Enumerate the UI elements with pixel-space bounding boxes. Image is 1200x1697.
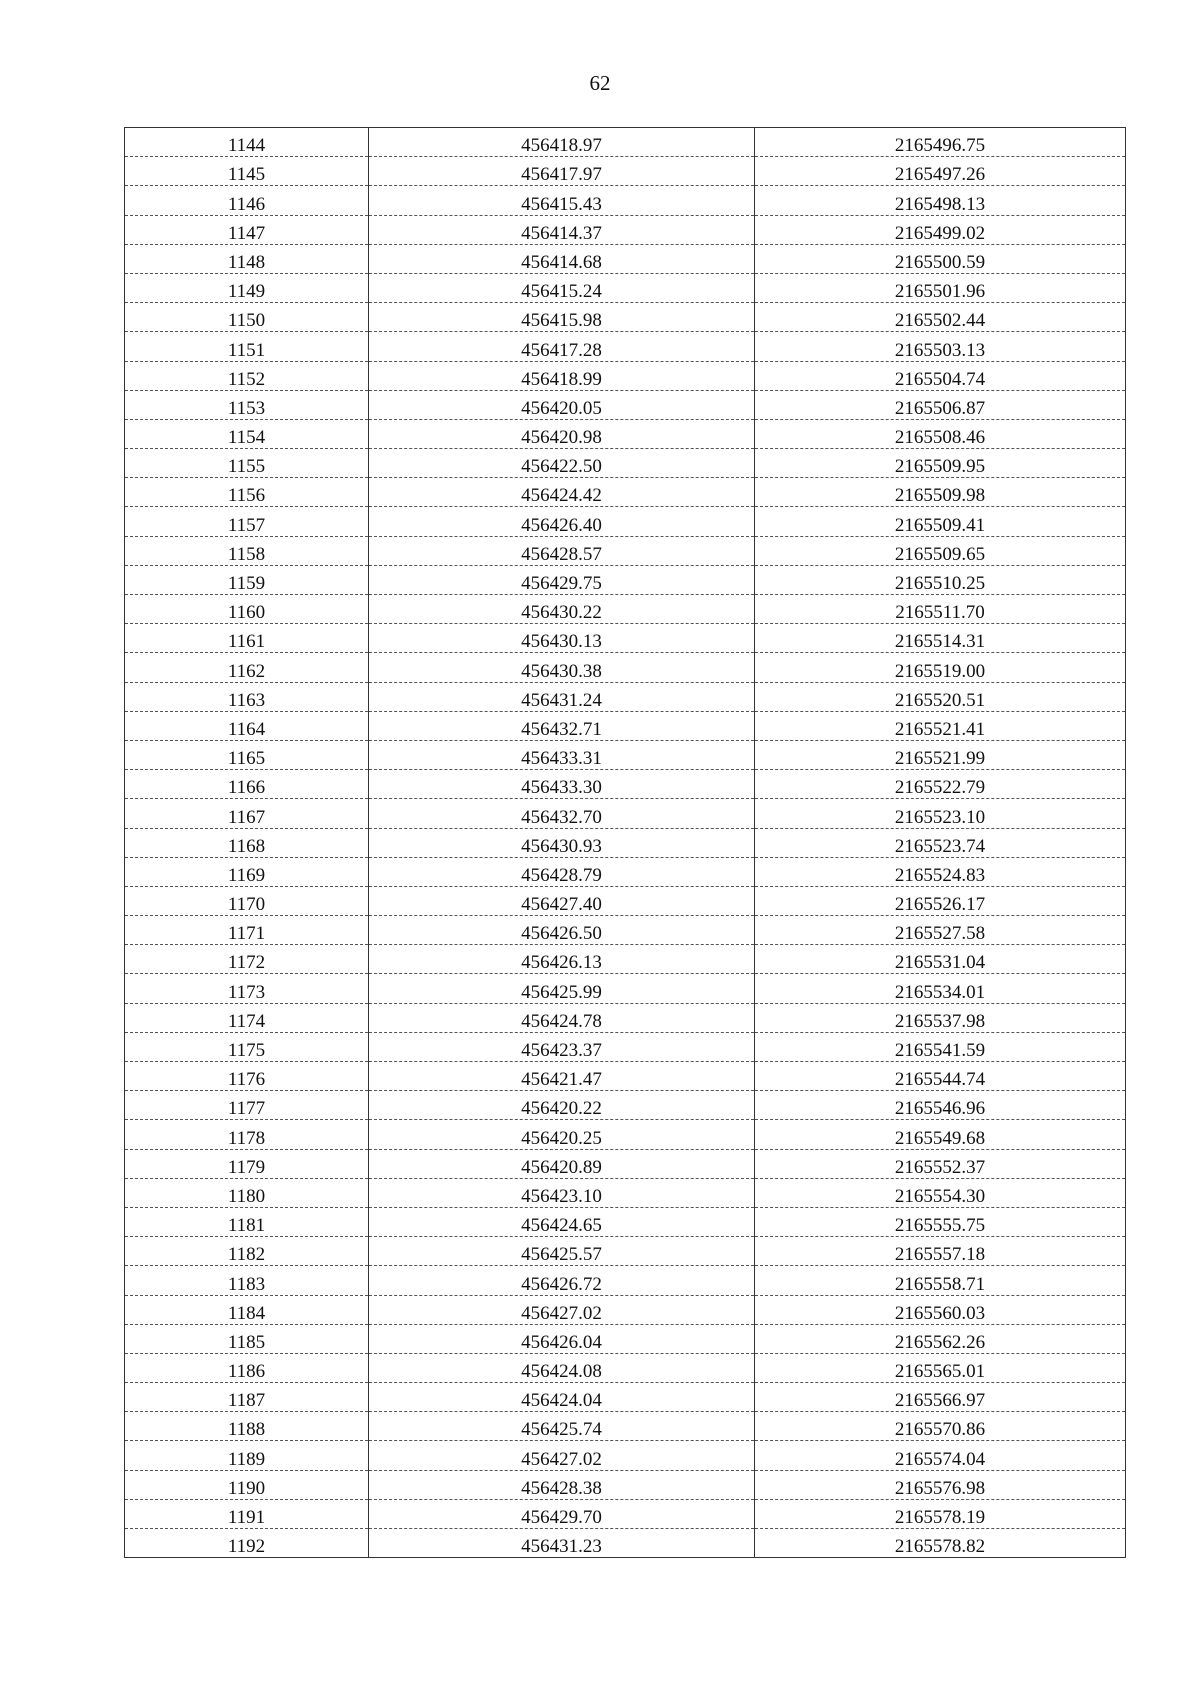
table-row	[125, 273, 1126, 302]
y-coordinate-cell: 2165558.71	[755, 1266, 1126, 1295]
table-row	[125, 1003, 1126, 1032]
coordinates-table	[124, 127, 1126, 1558]
x-coordinate-cell: 456423.37	[369, 1032, 755, 1061]
table-row	[125, 1149, 1126, 1178]
point-number-cell: 1164	[125, 711, 369, 740]
table-row	[125, 244, 1126, 273]
y-coordinate-cell: 2165555.75	[755, 1207, 1126, 1236]
x-coordinate-cell: 456424.42	[369, 478, 755, 507]
x-coordinate-cell: 456417.28	[369, 332, 755, 361]
x-coordinate-cell: 456426.13	[369, 945, 755, 974]
x-coordinate-cell: 456427.02	[369, 1295, 755, 1324]
coordinates-table-body	[125, 128, 1126, 1558]
point-number-cell: 1168	[125, 828, 369, 857]
table-row	[125, 1062, 1126, 1091]
point-number-cell: 1180	[125, 1178, 369, 1207]
x-coordinate-cell: 456429.75	[369, 565, 755, 594]
y-coordinate-cell: 2165514.31	[755, 624, 1126, 653]
point-number-cell: 1189	[125, 1441, 369, 1470]
x-coordinate-cell: 456415.43	[369, 186, 755, 215]
y-coordinate-cell: 2165498.13	[755, 186, 1126, 215]
point-number-cell: 1160	[125, 595, 369, 624]
y-coordinate-cell: 2165578.82	[755, 1529, 1126, 1558]
y-coordinate-cell: 2165509.95	[755, 449, 1126, 478]
y-coordinate-cell: 2165549.68	[755, 1120, 1126, 1149]
point-number-cell: 1166	[125, 770, 369, 799]
x-coordinate-cell: 456424.04	[369, 1383, 755, 1412]
table-row	[125, 799, 1126, 828]
x-coordinate-cell: 456432.70	[369, 799, 755, 828]
x-coordinate-cell: 456432.71	[369, 711, 755, 740]
y-coordinate-cell: 2165510.25	[755, 565, 1126, 594]
x-coordinate-cell: 456417.97	[369, 157, 755, 186]
y-coordinate-cell: 2165576.98	[755, 1470, 1126, 1499]
table-row	[125, 1353, 1126, 1382]
x-coordinate-cell: 456430.13	[369, 624, 755, 653]
table-row	[125, 711, 1126, 740]
table-row	[125, 857, 1126, 886]
y-coordinate-cell: 2165527.58	[755, 916, 1126, 945]
x-coordinate-cell: 456422.50	[369, 449, 755, 478]
point-number-cell: 1153	[125, 390, 369, 419]
y-coordinate-cell: 2165526.17	[755, 886, 1126, 915]
x-coordinate-cell: 456428.57	[369, 536, 755, 565]
y-coordinate-cell: 2165521.99	[755, 740, 1126, 769]
y-coordinate-cell: 2165500.59	[755, 244, 1126, 273]
table-row	[125, 157, 1126, 186]
x-coordinate-cell: 456431.24	[369, 682, 755, 711]
y-coordinate-cell: 2165554.30	[755, 1178, 1126, 1207]
point-number-cell: 1169	[125, 857, 369, 886]
point-number-cell: 1152	[125, 361, 369, 390]
table-row	[125, 916, 1126, 945]
table-row	[125, 828, 1126, 857]
y-coordinate-cell: 2165522.79	[755, 770, 1126, 799]
y-coordinate-cell: 2165523.10	[755, 799, 1126, 828]
y-coordinate-cell: 2165562.26	[755, 1324, 1126, 1353]
y-coordinate-cell: 2165519.00	[755, 653, 1126, 682]
table-row	[125, 1178, 1126, 1207]
x-coordinate-cell: 456426.72	[369, 1266, 755, 1295]
y-coordinate-cell: 2165509.65	[755, 536, 1126, 565]
x-coordinate-cell: 456415.24	[369, 273, 755, 302]
point-number-cell: 1187	[125, 1383, 369, 1412]
point-number-cell: 1176	[125, 1062, 369, 1091]
point-number-cell: 1154	[125, 419, 369, 448]
table-row	[125, 653, 1126, 682]
x-coordinate-cell: 456421.47	[369, 1062, 755, 1091]
table-row	[125, 303, 1126, 332]
point-number-cell: 1174	[125, 1003, 369, 1032]
table-row	[125, 478, 1126, 507]
y-coordinate-cell: 2165511.70	[755, 595, 1126, 624]
table-row	[125, 1383, 1126, 1412]
y-coordinate-cell: 2165574.04	[755, 1441, 1126, 1470]
table-row	[125, 1441, 1126, 1470]
point-number-cell: 1149	[125, 273, 369, 302]
x-coordinate-cell: 456420.05	[369, 390, 755, 419]
y-coordinate-cell: 2165496.75	[755, 128, 1126, 157]
point-number-cell: 1188	[125, 1412, 369, 1441]
x-coordinate-cell: 456418.99	[369, 361, 755, 390]
point-number-cell: 1172	[125, 945, 369, 974]
table-row	[125, 770, 1126, 799]
x-coordinate-cell: 456423.10	[369, 1178, 755, 1207]
point-number-cell: 1190	[125, 1470, 369, 1499]
x-coordinate-cell: 456425.74	[369, 1412, 755, 1441]
table-row	[125, 1120, 1126, 1149]
table-row	[125, 1470, 1126, 1499]
x-coordinate-cell: 456420.25	[369, 1120, 755, 1149]
table-row	[125, 624, 1126, 653]
point-number-cell: 1148	[125, 244, 369, 273]
y-coordinate-cell: 2165534.01	[755, 974, 1126, 1003]
y-coordinate-cell: 2165501.96	[755, 273, 1126, 302]
point-number-cell: 1156	[125, 478, 369, 507]
x-coordinate-cell: 456430.93	[369, 828, 755, 857]
y-coordinate-cell: 2165570.86	[755, 1412, 1126, 1441]
y-coordinate-cell: 2165544.74	[755, 1062, 1126, 1091]
table-row	[125, 595, 1126, 624]
x-coordinate-cell: 456427.40	[369, 886, 755, 915]
x-coordinate-cell: 456415.98	[369, 303, 755, 332]
y-coordinate-cell: 2165524.83	[755, 857, 1126, 886]
x-coordinate-cell: 456429.70	[369, 1499, 755, 1528]
x-coordinate-cell: 456424.08	[369, 1353, 755, 1382]
x-coordinate-cell: 456427.02	[369, 1441, 755, 1470]
point-number-cell: 1163	[125, 682, 369, 711]
point-number-cell: 1185	[125, 1324, 369, 1353]
x-coordinate-cell: 456428.38	[369, 1470, 755, 1499]
table-row	[125, 449, 1126, 478]
y-coordinate-cell: 2165497.26	[755, 157, 1126, 186]
point-number-cell: 1182	[125, 1237, 369, 1266]
table-row	[125, 128, 1126, 157]
table-row	[125, 1207, 1126, 1236]
table-row	[125, 1295, 1126, 1324]
point-number-cell: 1150	[125, 303, 369, 332]
table-row	[125, 1529, 1126, 1558]
table-row	[125, 332, 1126, 361]
point-number-cell: 1171	[125, 916, 369, 945]
point-number-cell: 1177	[125, 1091, 369, 1120]
x-coordinate-cell: 456426.40	[369, 507, 755, 536]
point-number-cell: 1170	[125, 886, 369, 915]
table-row	[125, 740, 1126, 769]
y-coordinate-cell: 2165504.74	[755, 361, 1126, 390]
table-row	[125, 682, 1126, 711]
point-number-cell: 1191	[125, 1499, 369, 1528]
y-coordinate-cell: 2165560.03	[755, 1295, 1126, 1324]
x-coordinate-cell: 456426.04	[369, 1324, 755, 1353]
table-row	[125, 565, 1126, 594]
y-coordinate-cell: 2165566.97	[755, 1383, 1126, 1412]
table-row	[125, 1032, 1126, 1061]
y-coordinate-cell: 2165520.51	[755, 682, 1126, 711]
point-number-cell: 1147	[125, 215, 369, 244]
y-coordinate-cell: 2165509.98	[755, 478, 1126, 507]
point-number-cell: 1175	[125, 1032, 369, 1061]
x-coordinate-cell: 456414.68	[369, 244, 755, 273]
x-coordinate-cell: 456430.38	[369, 653, 755, 682]
y-coordinate-cell: 2165578.19	[755, 1499, 1126, 1528]
x-coordinate-cell: 456425.99	[369, 974, 755, 1003]
y-coordinate-cell: 2165537.98	[755, 1003, 1126, 1032]
table-row	[125, 419, 1126, 448]
point-number-cell: 1167	[125, 799, 369, 828]
point-number-cell: 1184	[125, 1295, 369, 1324]
y-coordinate-cell: 2165531.04	[755, 945, 1126, 974]
x-coordinate-cell: 456431.23	[369, 1529, 755, 1558]
x-coordinate-cell: 456420.89	[369, 1149, 755, 1178]
x-coordinate-cell: 456425.57	[369, 1237, 755, 1266]
table-row	[125, 390, 1126, 419]
table-row	[125, 1237, 1126, 1266]
x-coordinate-cell: 456430.22	[369, 595, 755, 624]
point-number-cell: 1192	[125, 1529, 369, 1558]
point-number-cell: 1178	[125, 1120, 369, 1149]
x-coordinate-cell: 456433.31	[369, 740, 755, 769]
point-number-cell: 1186	[125, 1353, 369, 1382]
table-row	[125, 536, 1126, 565]
y-coordinate-cell: 2165499.02	[755, 215, 1126, 244]
y-coordinate-cell: 2165503.13	[755, 332, 1126, 361]
y-coordinate-cell: 2165546.96	[755, 1091, 1126, 1120]
table-row	[125, 1324, 1126, 1353]
table-row	[125, 507, 1126, 536]
y-coordinate-cell: 2165521.41	[755, 711, 1126, 740]
x-coordinate-cell: 456418.97	[369, 128, 755, 157]
y-coordinate-cell: 2165541.59	[755, 1032, 1126, 1061]
point-number-cell: 1159	[125, 565, 369, 594]
point-number-cell: 1157	[125, 507, 369, 536]
point-number-cell: 1158	[125, 536, 369, 565]
table-row	[125, 974, 1126, 1003]
x-coordinate-cell: 456424.78	[369, 1003, 755, 1032]
point-number-cell: 1162	[125, 653, 369, 682]
page-number: 62	[589, 71, 611, 95]
table-row	[125, 215, 1126, 244]
y-coordinate-cell: 2165506.87	[755, 390, 1126, 419]
x-coordinate-cell: 456414.37	[369, 215, 755, 244]
point-number-cell: 1181	[125, 1207, 369, 1236]
table-row	[125, 886, 1126, 915]
table-row	[125, 1499, 1126, 1528]
table-row	[125, 186, 1126, 215]
y-coordinate-cell: 2165557.18	[755, 1237, 1126, 1266]
x-coordinate-cell: 456426.50	[369, 916, 755, 945]
point-number-cell: 1165	[125, 740, 369, 769]
point-number-cell: 1183	[125, 1266, 369, 1295]
table-row	[125, 361, 1126, 390]
table-row	[125, 1091, 1126, 1120]
y-coordinate-cell: 2165552.37	[755, 1149, 1126, 1178]
x-coordinate-cell: 456420.22	[369, 1091, 755, 1120]
y-coordinate-cell: 2165565.01	[755, 1353, 1126, 1382]
y-coordinate-cell: 2165509.41	[755, 507, 1126, 536]
x-coordinate-cell: 456428.79	[369, 857, 755, 886]
x-coordinate-cell: 456420.98	[369, 419, 755, 448]
table-row	[125, 1266, 1126, 1295]
table-row	[125, 1412, 1126, 1441]
point-number-cell: 1151	[125, 332, 369, 361]
x-coordinate-cell: 456424.65	[369, 1207, 755, 1236]
y-coordinate-cell: 2165523.74	[755, 828, 1126, 857]
x-coordinate-cell: 456433.30	[369, 770, 755, 799]
point-number-cell: 1179	[125, 1149, 369, 1178]
table-row	[125, 945, 1126, 974]
point-number-cell: 1173	[125, 974, 369, 1003]
point-number-cell: 1155	[125, 449, 369, 478]
y-coordinate-cell: 2165508.46	[755, 419, 1126, 448]
point-number-cell: 1146	[125, 186, 369, 215]
point-number-cell: 1161	[125, 624, 369, 653]
y-coordinate-cell: 2165502.44	[755, 303, 1126, 332]
point-number-cell: 1144	[125, 128, 369, 157]
point-number-cell: 1145	[125, 157, 369, 186]
